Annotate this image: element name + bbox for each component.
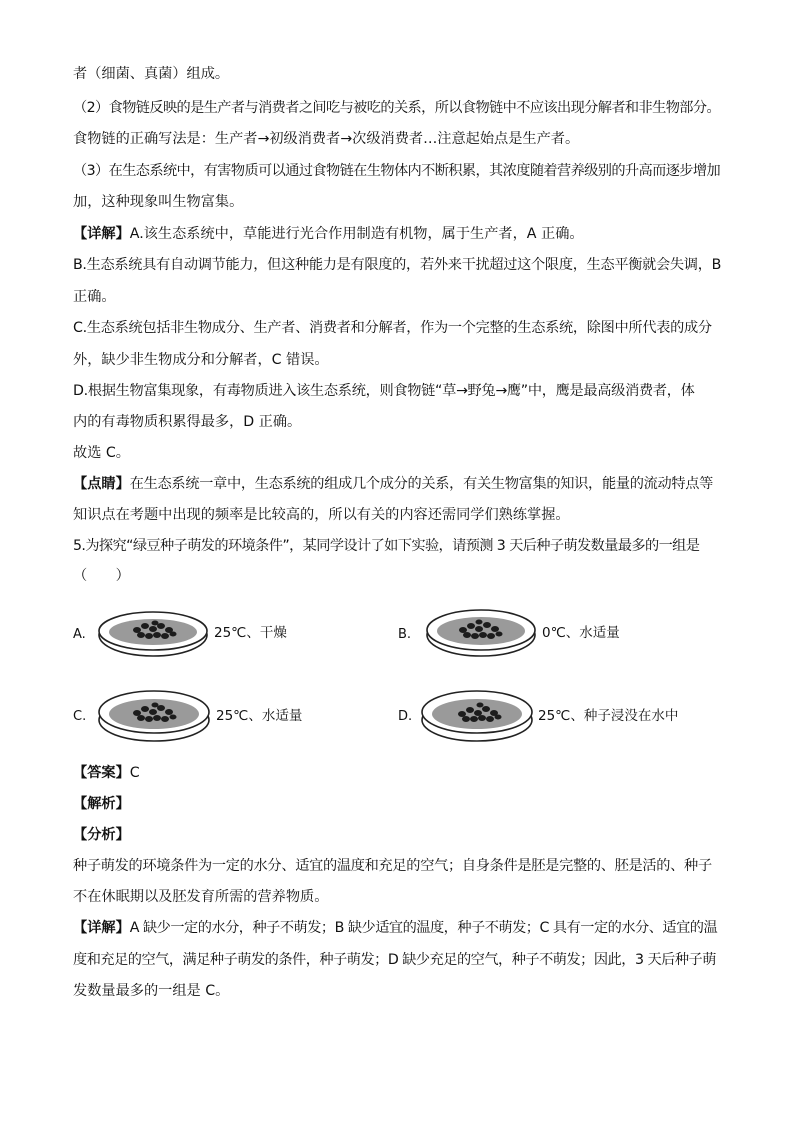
section-heading-analysis: 【解析】 — [73, 796, 130, 812]
text-line-2 — [73, 98, 720, 118]
text-segment: A 缺少一定的水分，种子不萌发；B 缺少适宜的温度，种子不萌发；C 具有一定的水分、适宜的温 — [129, 920, 718, 936]
section-heading-detail: 【详解】 — [73, 226, 130, 242]
detail-line-1 — [73, 918, 717, 938]
text-segment: （3）在生态系统中，有害物质可以通过食物链在生物体内不断积累，其浓度随着营养级别的升高而逐步增加 — [73, 163, 721, 179]
analysis-heading-line — [73, 794, 130, 814]
section-heading-answer: 【答案】 — [73, 765, 130, 781]
text-line-5 — [73, 192, 243, 212]
text-segment: 发数量最多的一组是 C。 — [73, 983, 230, 999]
petri-dish-a — [97, 608, 209, 660]
option-c-letter: C. — [73, 709, 87, 724]
text-segment: 种子萌发的环境条件为一定的水分、适宜的温度和充足的空气；自身条件是胚是完整的、胚是活的、种子 — [73, 858, 712, 874]
option-b-condition: 0℃、水适量 — [542, 625, 620, 641]
text-line-14 — [73, 474, 713, 494]
text-segment: C.生态系统包括非生物成分、生产者、消费者和分解者，作为一个完整的生态系统，除图中所代表的成分 — [73, 320, 712, 336]
option-a-condition: 25℃、干燥 — [214, 625, 287, 641]
analysis-line-1 — [73, 856, 712, 876]
text-segment: 外，缺少非生物成分和分解者，C 错误。 — [73, 352, 329, 368]
option-c-condition: 25℃、水适量 — [216, 708, 303, 724]
option-a-letter: A. — [73, 627, 86, 642]
petri-dish-c — [97, 686, 211, 744]
text-segment: 加，这种现象叫生物富集。 — [73, 194, 244, 210]
text-segment: 食物链的正确写法是：生产者→初级消费者→次级消费者…注意起始点是生产者。 — [73, 131, 580, 147]
section-heading-tip: 【点睛】 — [73, 476, 130, 492]
text-line-4 — [73, 161, 720, 181]
text-segment: 故选 C。 — [73, 445, 130, 461]
text-segment: 者（细菌、真菌）组成。 — [73, 66, 230, 82]
text-segment: 正确。 — [73, 289, 116, 305]
text-line-7 — [73, 255, 721, 275]
option-b-letter: B. — [398, 627, 412, 642]
text-segment: 在生态系统一章中，生态系统的组成几个成分的关系，有关生物富集的知识，能量的流动特点等 — [129, 476, 714, 492]
text-line-11 — [73, 381, 695, 401]
petri-dish-d — [420, 686, 534, 744]
analysis-line-2 — [73, 887, 328, 907]
section-heading-breakdown: 【分析】 — [73, 827, 130, 843]
detail-line-3 — [73, 981, 229, 1001]
text-line-10 — [73, 350, 329, 370]
text-segment: 度和充足的空气，满足种子萌发的条件，种子萌发；D 缺少充足的空气，种子不萌发；因此，3 天后种子萌 — [73, 952, 716, 968]
text-line-15 — [73, 505, 570, 525]
answer-value: C — [129, 765, 140, 781]
option-d-letter: D. — [398, 709, 413, 724]
text-line-9 — [73, 318, 712, 338]
petri-dish-b — [425, 606, 537, 660]
text-segment: 内的有毒物质积累得最多，D 正确。 — [73, 414, 302, 430]
breakdown-heading-line — [73, 825, 130, 845]
text-segment: 知识点在考题中出现的频率是比较高的，所以有关的内容还需同学们熟练掌握。 — [73, 507, 570, 523]
text-line-13 — [73, 443, 130, 463]
text-line-3 — [73, 129, 579, 149]
text-line-6 — [73, 224, 584, 244]
section-heading-detail: 【详解】 — [73, 920, 130, 936]
text-segment: （ ） — [73, 568, 130, 584]
text-line-1 — [73, 64, 229, 84]
option-d-condition: 25℃、种子浸没在水中 — [538, 708, 679, 724]
text-segment: （2）食物链反映的是生产者与消费者之间吃与被吃的关系，所以食物链中不应该出现分解者和非生物部分。 — [73, 100, 721, 116]
answer-blank — [73, 566, 130, 586]
answer-line — [73, 763, 140, 783]
detail-line-2 — [73, 950, 716, 970]
text-segment: 5.为探究“绿豆种子萌发的环境条件”，某同学设计了如下实验，请预测 3 天后种子萌发数量最多的一组是 — [73, 538, 700, 554]
text-segment: 不在休眠期以及胚发育所需的营养物质。 — [73, 889, 329, 905]
text-line-12 — [73, 412, 301, 432]
question-stem — [73, 536, 699, 556]
text-line-8 — [73, 287, 116, 307]
text-segment: B.生态系统具有自动调节能力，但这种能力是有限度的，若外来干扰超过这个限度，生态平衡就会失调，B — [73, 257, 722, 273]
text-segment: D.根据生物富集现象，有毒物质进入该生态系统，则食物链“草→野兔→鹰”中，鹰是最高级消费者，体 — [73, 383, 695, 399]
text-segment: A.该生态系统中，草能进行光合作用制造有机物，属于生产者，A 正确。 — [129, 226, 584, 242]
